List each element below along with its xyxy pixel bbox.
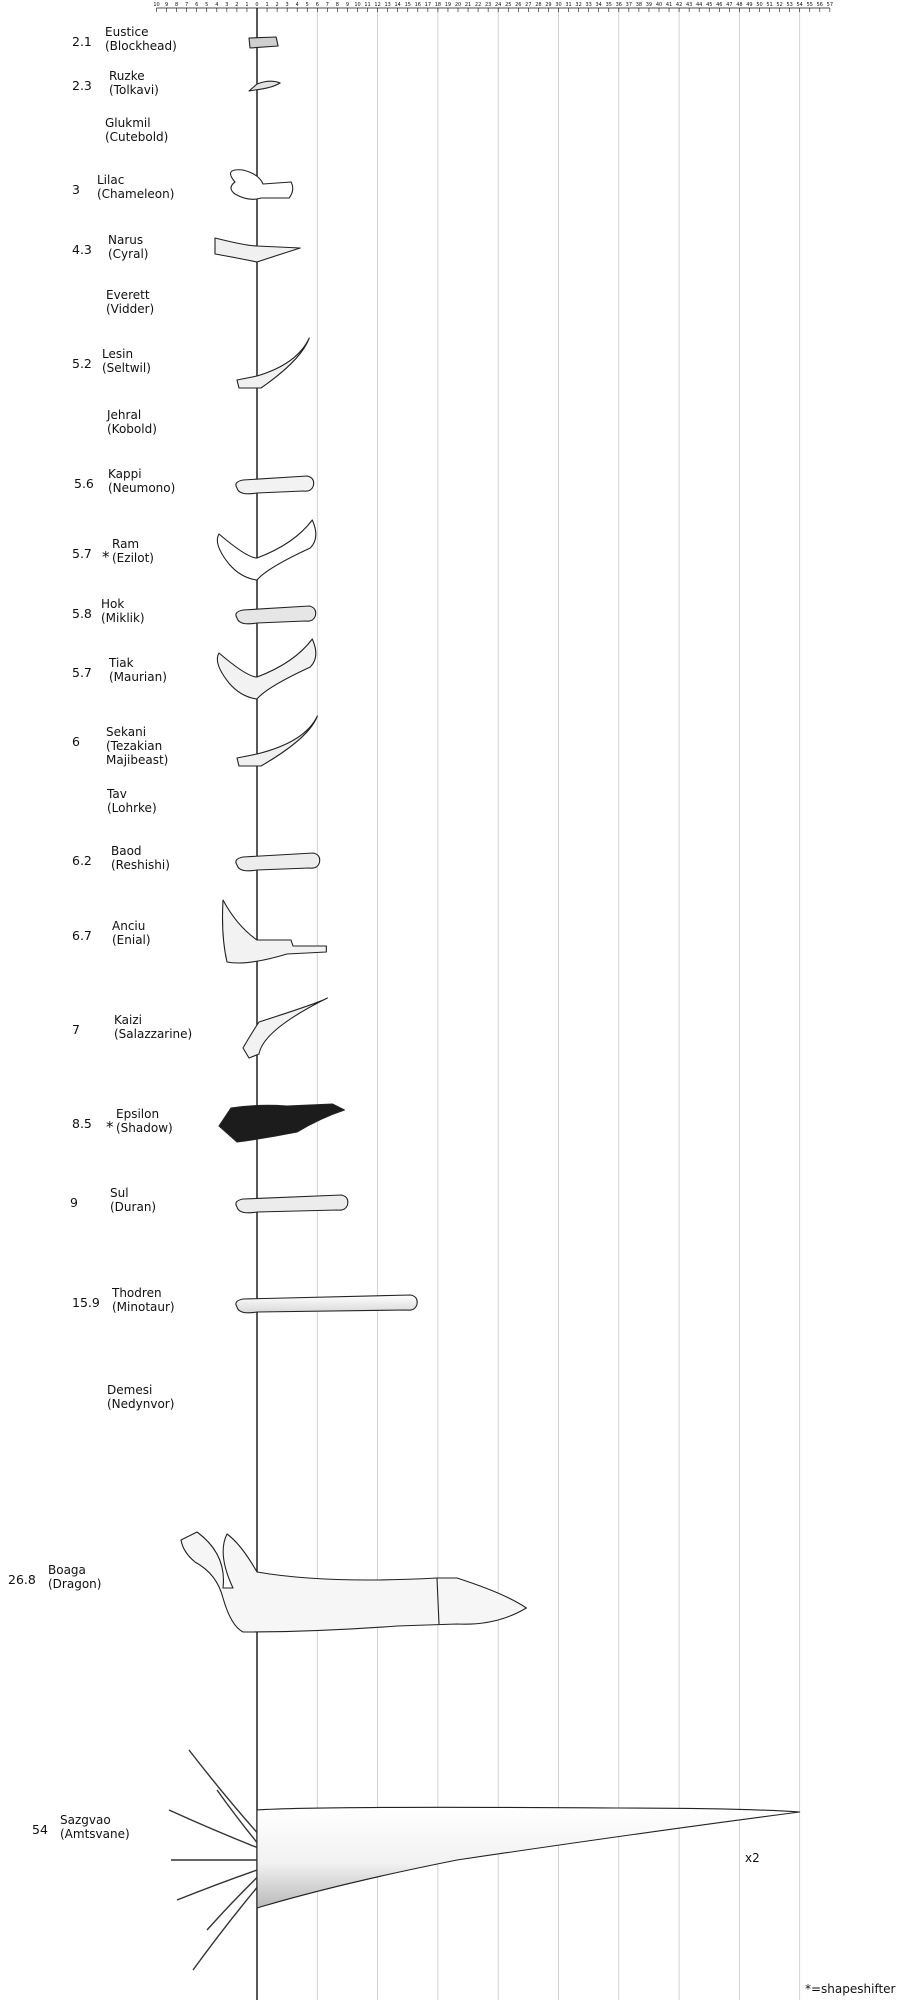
- item-value-label: 6.2: [72, 853, 92, 868]
- item-species-label: (Ezilot): [112, 551, 154, 565]
- item-species-label: (Reshishi): [111, 858, 170, 872]
- tick-label: 33: [585, 2, 592, 8]
- item-name-label: Anciu: [112, 919, 146, 933]
- item-mark: [181, 1532, 526, 1632]
- tick-label: 31: [565, 2, 572, 8]
- tick-label: 47: [726, 2, 733, 8]
- tick-label: 8: [175, 2, 179, 8]
- tick-label: 3: [285, 2, 289, 8]
- tick-label: 51: [766, 2, 773, 8]
- tick-label: 0: [255, 2, 259, 8]
- tick-label: 25: [505, 2, 512, 8]
- tick-label: 45: [706, 2, 713, 8]
- item-name-label: Hok: [101, 597, 125, 611]
- item-mark: [223, 900, 327, 963]
- tick-label: 14: [394, 2, 401, 8]
- tick-label: 30: [555, 2, 562, 8]
- top-axis: [153, 2, 833, 12]
- tick-label: 17: [424, 2, 432, 8]
- tick-label: 35: [605, 2, 612, 8]
- tick-label: 56: [816, 2, 823, 8]
- item-mark: [243, 998, 327, 1058]
- tick-label: 57: [826, 2, 834, 8]
- item-mark: [236, 1195, 348, 1213]
- item-name-label: Jehral: [107, 408, 142, 422]
- tick-label: 24: [495, 2, 502, 8]
- item-mark: [236, 606, 316, 624]
- tick-label: 48: [736, 2, 743, 8]
- item-value-label: 2.3: [72, 78, 92, 93]
- tick-label: 13: [384, 2, 391, 8]
- tick-label: 22: [474, 2, 482, 8]
- item-species-label: (Vidder): [106, 302, 155, 316]
- tick-label: 1: [265, 2, 269, 8]
- tick-label: 6: [195, 2, 199, 8]
- item-mark: [236, 1295, 417, 1313]
- item-species-label: Majibeast): [106, 753, 169, 767]
- item-species-label: (Maurian): [109, 670, 167, 684]
- item-name-label: Tav: [107, 787, 127, 801]
- item-value-label: 3: [72, 182, 80, 197]
- item-name-label: Lesin: [102, 347, 134, 361]
- tick-label: 52: [776, 2, 783, 8]
- tick-label: 9: [164, 2, 169, 8]
- item-species-label: (Shadow): [116, 1121, 173, 1135]
- tick-label: 34: [595, 2, 602, 8]
- item-value-label: 5.8: [72, 606, 92, 621]
- tick-label: 53: [786, 2, 793, 8]
- tick-label: 18: [434, 2, 442, 8]
- item-name-label: Baod: [111, 844, 142, 858]
- tick-label: 41: [665, 2, 673, 8]
- tick-label: 29: [545, 2, 552, 8]
- item-name-label: Everett: [106, 288, 150, 302]
- item-name-label: Lilac: [97, 173, 125, 187]
- item-mark: [219, 1104, 344, 1142]
- labels-group: [8, 25, 192, 1841]
- item-value-label: 5.2: [72, 356, 92, 371]
- item-species-label: (Cyral): [108, 247, 149, 261]
- tick-label: 5: [305, 2, 309, 8]
- item-mark-strand: [189, 1750, 257, 1833]
- item-value-label: 6.7: [72, 928, 92, 943]
- item-species-label: (Minotaur): [112, 1300, 175, 1314]
- item-name-label: Ruzke: [109, 69, 145, 83]
- tick-label: 50: [756, 2, 763, 8]
- item-value-label: 15.9: [72, 1295, 100, 1310]
- tick-label: 38: [635, 2, 643, 8]
- item-name-label: Sul: [110, 1186, 129, 1200]
- tick-label: 54: [796, 2, 803, 8]
- item-value-label: 6: [72, 734, 80, 749]
- tick-label: 7: [185, 2, 189, 8]
- grid-lines: [317, 8, 799, 2000]
- item-name-label: Sekani: [106, 725, 147, 739]
- tick-label: 20: [454, 2, 462, 8]
- scale-note: x2: [745, 1851, 760, 1865]
- item-species-label: (Enial): [112, 933, 151, 947]
- item-species-label: (Neumono): [108, 481, 176, 495]
- item-value-label: 8.5: [72, 1116, 92, 1131]
- tick-label: 23: [484, 2, 492, 8]
- item-mark: [231, 170, 293, 200]
- item-name-label: Epsilon: [116, 1107, 160, 1121]
- shapeshifter-marker: *: [106, 1118, 114, 1136]
- item-species-label: (Salazzarine): [114, 1027, 193, 1041]
- item-name-label: Glukmil: [105, 116, 151, 130]
- tick-label: 8: [335, 2, 339, 8]
- item-name-label: Narus: [108, 233, 144, 247]
- item-name-label: Ram: [112, 537, 140, 551]
- item-mark: [217, 520, 315, 580]
- tick-label: 19: [444, 2, 452, 8]
- item-value-label: 4.3: [72, 242, 92, 257]
- item-name-label: Tiak: [109, 656, 134, 670]
- item-name-label: Kaizi: [114, 1013, 142, 1027]
- item-name-label: Sazgvao: [60, 1813, 111, 1827]
- item-species-label: (Tolkavi): [109, 83, 159, 97]
- tick-label: 4: [295, 2, 299, 8]
- item-species-label: (Duran): [110, 1200, 157, 1214]
- item-mark: [257, 1807, 800, 1908]
- item-species-label: (Lohrke): [107, 801, 157, 815]
- marks-group: [169, 37, 800, 1970]
- item-value-label: 26.8: [8, 1572, 36, 1587]
- item-name-label: Kappi: [108, 467, 142, 481]
- tick-label: 2: [235, 2, 239, 8]
- tick-label: 26: [515, 2, 522, 8]
- shapeshifter-marker: *: [102, 548, 110, 566]
- tick-label: 49: [746, 2, 753, 8]
- tick-label: 36: [615, 2, 622, 8]
- item-species-label: (Cutebold): [105, 130, 169, 144]
- item-species-label: (Nedynvor): [107, 1397, 175, 1411]
- tick-label: 42: [675, 2, 683, 8]
- tick-label: 6: [315, 2, 319, 8]
- tick-label: 4: [215, 2, 219, 8]
- item-name-label: Demesi: [107, 1383, 153, 1397]
- item-value-label: 5.6: [74, 476, 94, 491]
- tick-label: 16: [414, 2, 421, 8]
- item-value-label: 9: [70, 1195, 78, 1210]
- tick-label: 39: [645, 2, 653, 8]
- tick-label: 55: [806, 2, 813, 8]
- tick-label: 43: [685, 2, 693, 8]
- tick-label: 9: [345, 2, 350, 8]
- item-value-label: 5.7: [72, 665, 92, 680]
- tick-label: 44: [696, 2, 703, 8]
- item-value-label: 7: [72, 1022, 80, 1037]
- item-species-label: (Miklik): [101, 611, 145, 625]
- tick-label: 10: [354, 2, 361, 8]
- tick-label: 28: [535, 2, 542, 8]
- tick-label: 1: [245, 2, 249, 8]
- item-name-label: Boaga: [48, 1563, 86, 1577]
- item-mark: [249, 37, 278, 48]
- tick-label: 37: [625, 2, 633, 8]
- item-value-label: 5.7: [72, 546, 92, 561]
- item-mark-strand: [217, 1790, 257, 1843]
- tick-label: 40: [655, 2, 663, 8]
- tick-label: 32: [575, 2, 582, 8]
- item-name-label: Eustice: [105, 25, 149, 39]
- item-species-label: (Blockhead): [105, 39, 177, 53]
- tick-label: 15: [404, 2, 411, 8]
- tick-label: 10: [153, 2, 160, 8]
- item-value-label: 54: [32, 1822, 48, 1837]
- item-species-label: (Chameleon): [97, 187, 175, 201]
- tick-label: 3: [225, 2, 229, 8]
- item-species-label: (Seltwil): [102, 361, 151, 375]
- tick-label: 5: [205, 2, 209, 8]
- item-mark: [237, 338, 309, 388]
- tick-label: 21: [464, 2, 472, 8]
- tick-label: 2: [275, 2, 279, 8]
- tick-label: 27: [525, 2, 532, 8]
- item-mark: [237, 716, 317, 766]
- tick-label: 7: [325, 2, 329, 8]
- tick-label: 12: [374, 2, 381, 8]
- tick-label: 46: [716, 2, 723, 8]
- item-mark-strand: [169, 1810, 257, 1848]
- item-mark: [236, 476, 314, 494]
- item-name-label: Thodren: [112, 1286, 162, 1300]
- item-species-label: (Dragon): [48, 1577, 102, 1591]
- item-mark: [249, 81, 280, 91]
- footnote: *=shapeshifter: [805, 1982, 896, 1996]
- item-mark: [217, 639, 315, 699]
- item-value-label: 2.1: [72, 34, 92, 49]
- item-mark: [236, 853, 320, 871]
- item-species-label: (Amtsvane): [60, 1827, 130, 1841]
- item-species-label: (Tezakian: [106, 739, 163, 753]
- item-species-label: (Kobold): [107, 422, 157, 436]
- item-mark-strand: [193, 1888, 257, 1971]
- tick-label: 11: [364, 2, 371, 8]
- item-mark-strand: [177, 1870, 257, 1900]
